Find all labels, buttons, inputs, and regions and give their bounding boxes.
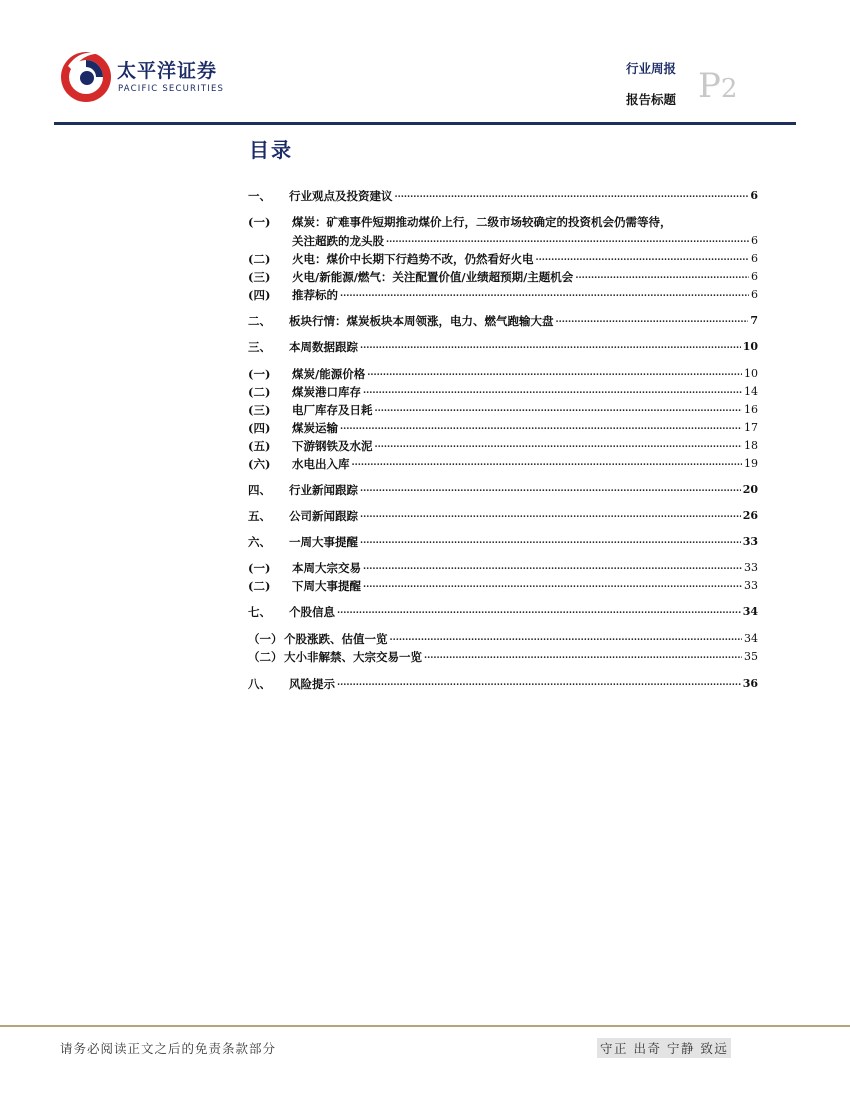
toc-entry[interactable] [248,456,758,472]
report-type: 行业周报 [626,61,677,76]
toc-leader [424,650,742,662]
toc-leader [337,605,741,617]
toc-entry-number: (二) [248,579,271,593]
toc-leader [375,439,743,451]
company-logo [58,46,228,106]
toc-entry-page: 7 [750,314,758,327]
page-number: 2 [720,74,738,104]
toc-entry-text: 煤炭港口库存 [292,385,361,399]
toc-entry-number: 六、 [248,535,271,549]
toc-leader [360,483,741,495]
toc-entry[interactable] [248,384,758,400]
toc-entry[interactable] [248,438,758,454]
toc-entry-page: 33 [744,561,758,574]
toc-leader [363,385,742,397]
toc-entry-page: 26 [742,509,758,522]
toc-entry[interactable] [248,188,758,204]
toc-entry[interactable] [248,402,758,418]
toc-leader [375,403,743,415]
toc-entry-page: 36 [742,677,758,690]
toc-entry-number: （二） [248,650,283,664]
toc-leader [367,367,742,379]
footer-divider [0,1025,850,1027]
toc-entry-number: 二、 [248,314,271,328]
toc-leader [556,314,749,326]
toc-entry[interactable] [248,604,758,620]
toc-entry[interactable] [248,339,758,355]
page-prefix: P [698,66,721,106]
toc-leader [340,421,742,433]
toc-entry-text: 个股涨跌、估值一览 [284,632,388,646]
toc-entry[interactable] [248,313,758,329]
toc-entry-text: 推荐标的 [292,288,338,302]
toc-entry-number: (一) [248,367,271,381]
toc-entry-text: 下周大事提醒 [292,579,361,593]
toc-entry-page: 18 [744,439,758,452]
toc-entry-page: 20 [742,483,758,496]
header-divider [54,122,796,125]
toc-entry-page: 17 [744,421,758,434]
toc-entry-text: 火电/新能源/燃气：关注配置价值/业绩超预期/主题机会 [292,270,574,284]
toc-entry[interactable] [248,631,758,647]
toc-entry-text-line2: 关注超跌的龙头股 [292,234,384,248]
toc-entry-text: 煤炭/能源价格 [292,367,366,381]
toc-entry-text: 下游钢铁及水泥 [292,439,373,453]
toc-entry-page: 33 [742,535,758,548]
toc-entry-text: 本周大宗交易 [292,561,361,575]
logo-cn-text: 太平洋证券 [117,60,218,82]
toc-entry-text: 电厂库存及日耗 [292,403,373,417]
page-indicator [698,64,737,111]
toc-entry-number: (二) [248,252,271,266]
toc-entry-page: 6 [751,234,758,247]
toc-entry-page: 16 [744,403,758,416]
toc-entry-text: 公司新闻跟踪 [289,509,358,523]
report-subtitle: 报告标题 [626,92,677,107]
toc-entry-number: 一、 [248,189,271,203]
toc-entry-number: (三) [248,403,271,417]
toc-entry[interactable] [248,482,758,498]
toc-entry-text: 一周大事提醒 [289,535,358,549]
toc-leader [360,535,741,547]
toc-entry-text: 行业新闻跟踪 [289,483,358,497]
toc-leader [390,632,743,644]
footer-motto: 守正 出奇 宁静 致远 [597,1038,731,1058]
toc-leader [360,340,741,352]
toc-entry-page: 19 [744,457,758,470]
toc-entry-page: 14 [744,385,758,398]
toc-entry-page: 34 [742,605,758,618]
toc-entry-continuation[interactable] [248,233,758,249]
toc-entry[interactable] [248,251,758,267]
toc-leader [386,234,749,246]
toc-entry-page: 34 [744,632,758,645]
toc-entry[interactable] [248,676,758,692]
toc-entry-page: 35 [744,650,758,663]
toc-leader [337,677,741,689]
toc-entry-text: 行业观点及投资建议 [289,189,393,203]
toc-entry-page: 10 [744,367,758,380]
toc-leader [360,509,741,521]
toc-entry-text: 火电：煤价中长期下行趋势不改，仍然看好火电 [292,252,534,266]
toc-leader [536,252,750,264]
toc-entry[interactable] [248,214,758,230]
toc-entry-text: 水电出入库 [292,457,350,471]
toc-entry-text: 煤炭：矿难事件短期推动煤价上行，二级市场较确定的投资机会仍需等待， [292,215,672,229]
toc-leader [575,270,749,282]
toc-entry-text: 个股信息 [289,605,335,619]
toc-title: 目录 [249,138,293,162]
toc-leader [363,579,742,591]
toc-entry-number: (一) [248,215,271,229]
toc-entry[interactable] [248,420,758,436]
toc-entry-number: (一) [248,561,271,575]
toc-entry[interactable] [248,508,758,524]
toc-entry[interactable] [248,287,758,303]
toc-entry-text: 煤炭运输 [292,421,338,435]
toc-entry-number: 三、 [248,340,271,354]
toc-entry[interactable] [248,366,758,382]
toc-leader [352,457,743,469]
toc-entry[interactable] [248,269,758,285]
toc-entry-text: 大小非解禁、大宗交易一览 [284,650,422,664]
logo-en-text: PACIFIC SECURITIES [118,84,225,94]
toc-entry-number: （一） [248,632,283,646]
toc-entry[interactable] [248,649,758,665]
toc-entry-page: 33 [744,579,758,592]
toc-entry-text: 风险提示 [289,677,335,691]
toc-entry[interactable] [248,560,758,576]
toc-entry-number: (六) [248,457,271,471]
toc-entry-number: (三) [248,270,271,284]
footer-disclaimer: 请务必阅读正文之后的免责条款部分 [60,1041,277,1056]
toc-entry-page: 6 [751,252,758,265]
toc-entry-text: 本周数据跟踪 [289,340,358,354]
toc-entry-number: (四) [248,288,271,302]
toc-entry-number: 八、 [248,677,271,691]
toc-entry-page: 10 [742,340,758,353]
toc-entry-number: (二) [248,385,271,399]
toc-entry-page: 6 [751,288,758,301]
logo-emblem-icon [58,46,114,106]
toc-leader [340,288,749,300]
toc-entry-page: 6 [750,189,758,202]
toc-entry-text: 板块行情：煤炭板块本周领涨，电力、燃气跑输大盘 [289,314,554,328]
toc-leader [395,189,749,201]
toc-entry-page: 6 [751,270,758,283]
toc-entry-number: 四、 [248,483,271,497]
toc-entry-number: 七、 [248,605,271,619]
toc-entry-number: 五、 [248,509,271,523]
toc-entry[interactable] [248,534,758,550]
toc-leader [363,561,742,573]
toc-entry-number: (五) [248,439,271,453]
toc-entry-number: (四) [248,421,271,435]
toc-entry[interactable] [248,578,758,594]
